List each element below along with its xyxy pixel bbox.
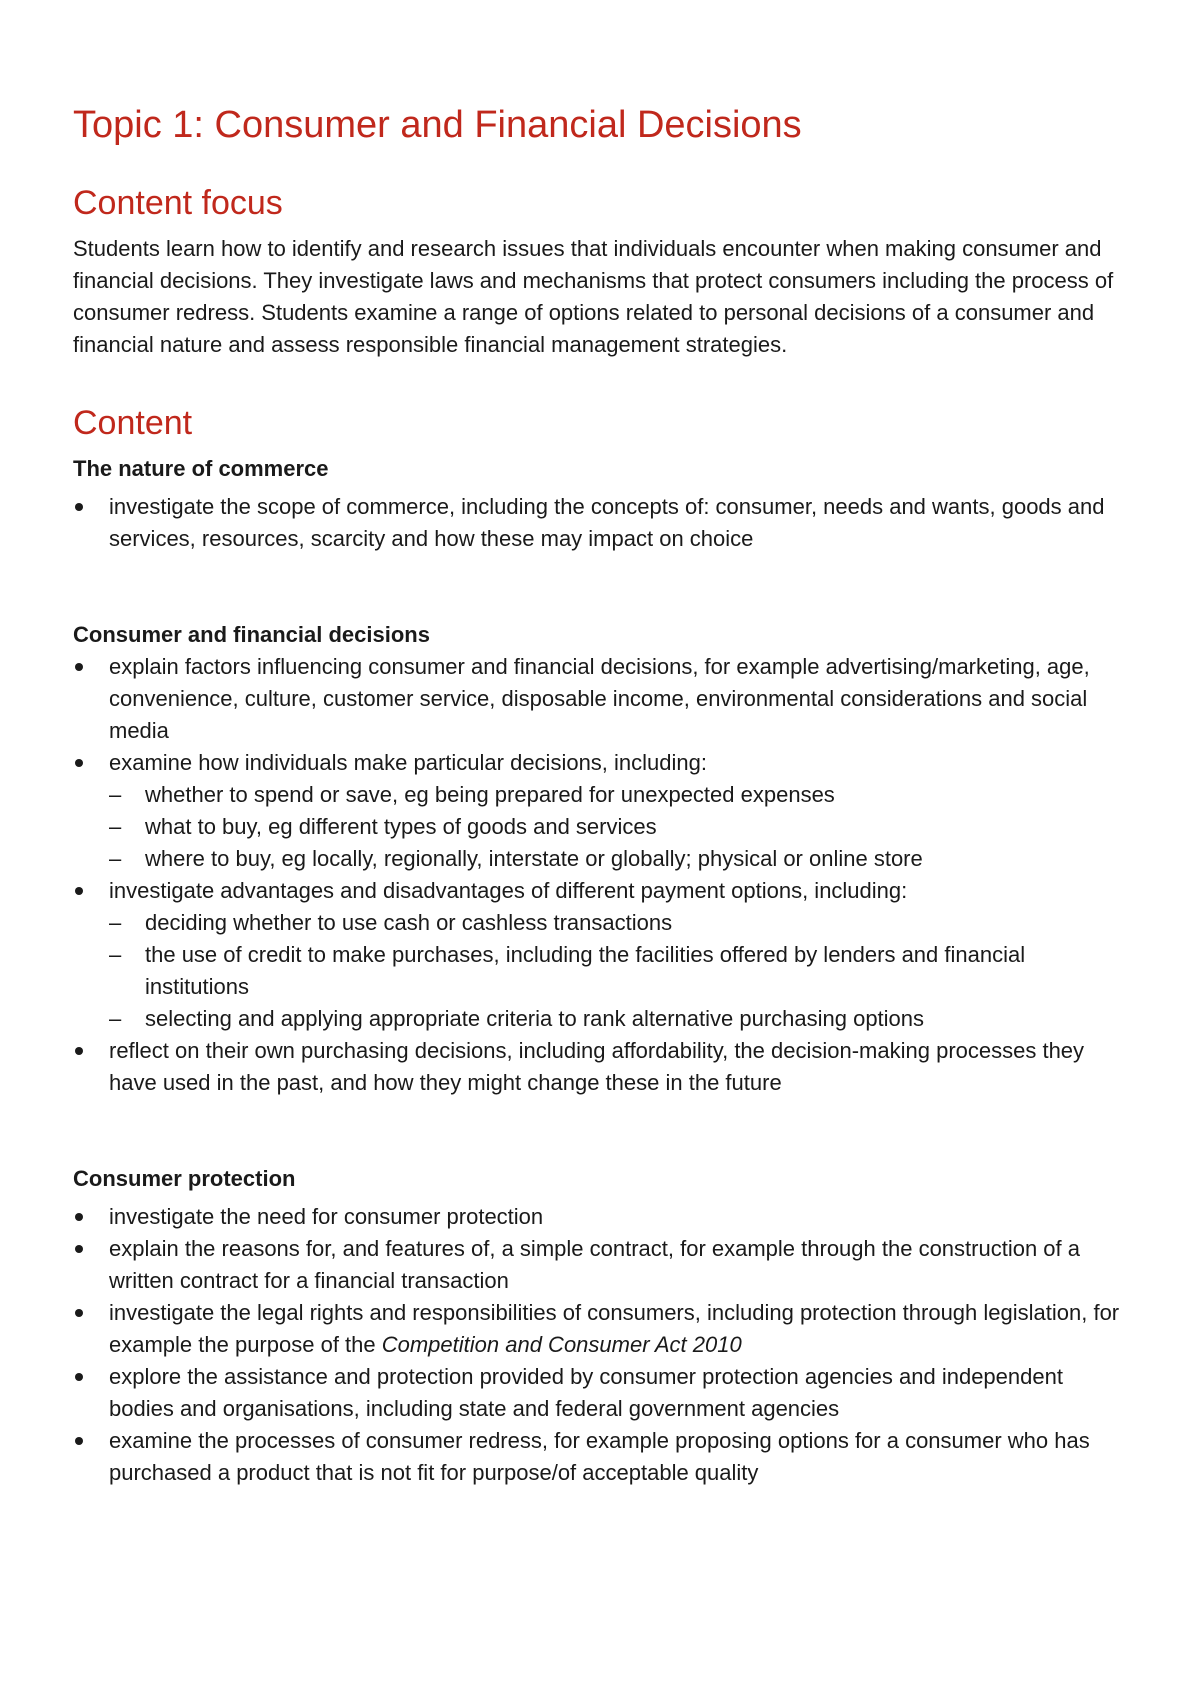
section-nature-of-commerce [73, 453, 1120, 555]
bullet-list [73, 651, 1120, 1099]
bullet-list [73, 491, 1120, 555]
content-heading: Content [73, 403, 193, 442]
sub-list-item: – where to buy, eg locally, regionally, interstate or globally; physical or online store [73, 843, 1120, 875]
sub-list-item: – the use of credit to make purchases, including the facilities offered by lenders and financial institutions [73, 939, 1120, 1003]
section-heading: Consumer and financial decisions [73, 621, 430, 647]
list-item-text: investigate the legal rights and responsibilities of consumers, including protection through legislation, for example the purpose of the [109, 1299, 1120, 1357]
content-focus-heading: Content focus [73, 183, 283, 222]
list-item: examine how individuals make particular decisions, including: [73, 747, 1120, 779]
section-heading: Consumer protection [73, 1165, 296, 1191]
list-item: examine the processes of consumer redress, for example proposing options for a consumer who has purchased a product that is not fit for purpose/of acceptable quality [73, 1425, 1120, 1489]
list-item: reflect on their own purchasing decisions, including affordability, the decision-making processes they have used in the past, and how they might change these in the future [73, 1035, 1120, 1099]
list-item: explore the assistance and protection provided by consumer protection agencies and independent bodies and organisations, including state and federal government agencies [73, 1361, 1120, 1425]
sub-list-item: – whether to spend or save, eg being prepared for unexpected expenses [73, 779, 1120, 811]
bullet-list [73, 1201, 1120, 1489]
legislation-title: Competition and Consumer Act 2010 [381, 1331, 742, 1357]
section-consumer-protection [73, 1163, 1120, 1489]
list-item [73, 1297, 1120, 1361]
page-title: Topic 1: Consumer and Financial Decisions [73, 104, 802, 146]
section-heading: The nature of commerce [73, 455, 329, 481]
section-consumer-financial-decisions [73, 619, 1120, 1099]
list-item: explain factors influencing consumer and financial decisions, for example advertising/marketing, age, convenience, culture, customer service, disposable income, environmental considerations and social media [73, 651, 1120, 747]
content-focus-text: Students learn how to identify and research issues that individuals encounter when making consumer and financial decisions. They investigate laws and mechanisms that protect consumers including the process of consumer redress. Students examine a range of options related to personal decisions of a consumer and financial nature and assess responsible financial management strategies. [73, 235, 1114, 357]
sub-list-item: – selecting and applying appropriate criteria to rank alternative purchasing options [73, 1003, 1120, 1035]
list-item: investigate advantages and disadvantages of different payment options, including: [73, 875, 1120, 907]
list-item: investigate the need for consumer protection [73, 1201, 1120, 1233]
sub-list-item: – what to buy, eg different types of goods and services [73, 811, 1120, 843]
list-item: explain the reasons for, and features of, a simple contract, for example through the construction of a written contract for a financial transaction [73, 1233, 1120, 1297]
list-item: investigate the scope of commerce, including the concepts of: consumer, needs and wants, goods and services, resources, scarcity and how these may impact on choice [73, 491, 1120, 555]
sub-list-item: – deciding whether to use cash or cashless transactions [73, 907, 1120, 939]
